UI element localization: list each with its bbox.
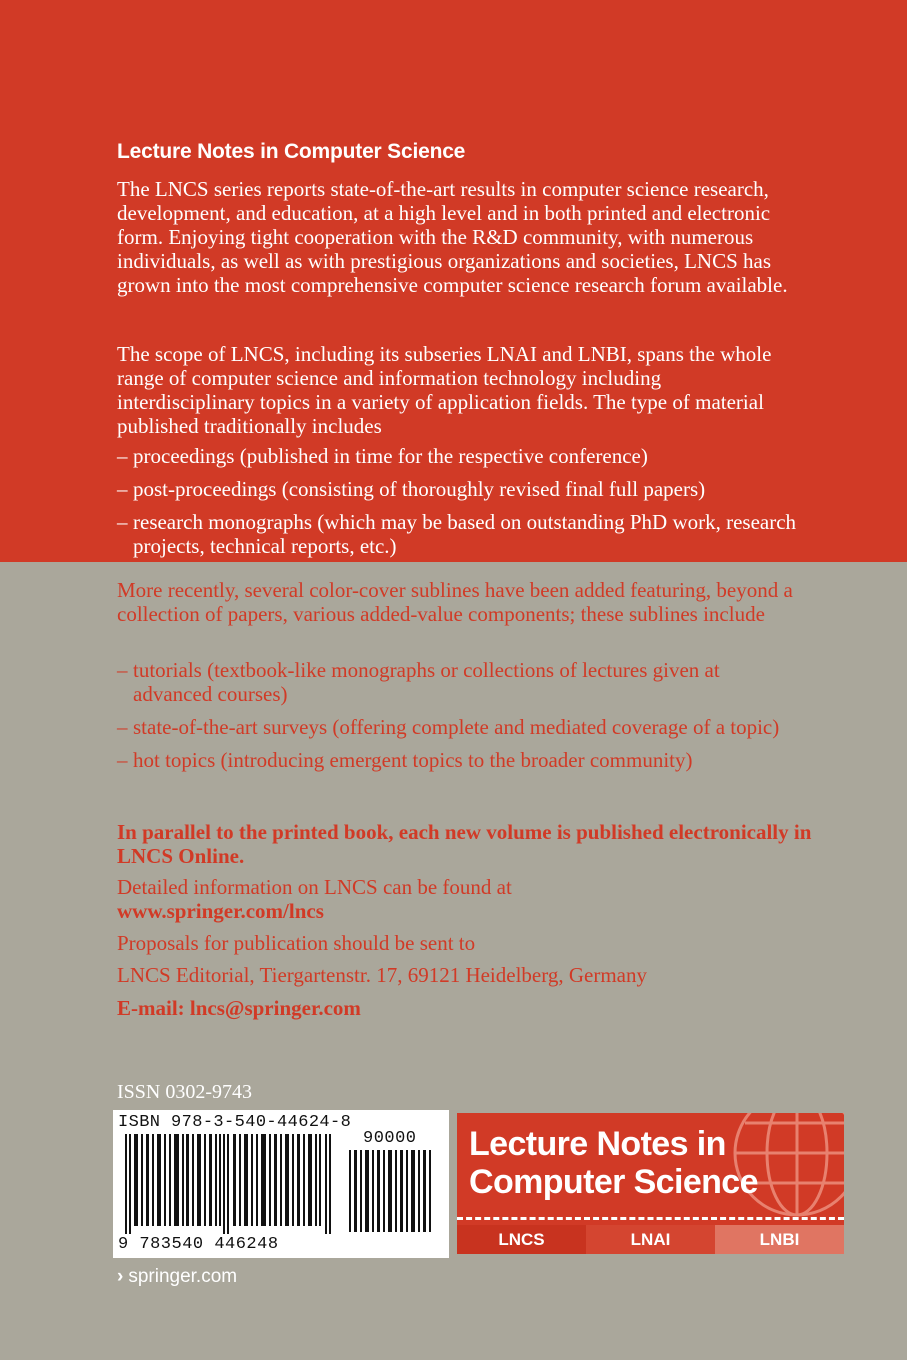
proposals-line: Proposals for publication should be sent to [117, 931, 476, 955]
list-item: – proceedings (published in time for the respective conference) [117, 444, 648, 468]
barcode-addon-bars [347, 1150, 437, 1232]
list-item: – hot topics (introducing emergent topics to the broader community) [117, 748, 693, 772]
isbn-text: ISBN 978-3-540-44624-8 [118, 1113, 352, 1132]
lncs-logo [457, 1113, 844, 1254]
sublines-description: More recently, several color-cover sublines have been added featuring, beyond a collection of papers, various added-value components; these sublines include [117, 578, 793, 626]
dash-bullet: – [117, 510, 128, 534]
series-title: Lecture Notes in Computer Science [117, 140, 466, 163]
info-line: Detailed information on LNCS can be found at [117, 875, 512, 899]
logo-title-line1: Lecture Notes in [469, 1125, 726, 1163]
series-url[interactable]: www.springer.com/lncs [117, 899, 324, 923]
list-item: – research monographs (which may be based on outstanding PhD work, research projects, technical reports, etc.) [117, 510, 797, 558]
publisher-link[interactable] [117, 1266, 237, 1288]
publisher-site: springer.com [128, 1266, 238, 1287]
barcode-addon-text: 90000 [363, 1129, 417, 1148]
editorial-address: LNCS Editorial, Tiergartenstr. 17, 69121 Heidelberg, Germany [117, 963, 647, 987]
sublines-list [117, 658, 797, 781]
barcode [113, 1110, 449, 1258]
dash-bullet: – [117, 748, 128, 772]
logo-divider [457, 1217, 844, 1220]
subline-lnbi: LNBI [715, 1225, 844, 1254]
chevron-right-icon: › [117, 1266, 124, 1287]
email-line[interactable]: E-mail: lncs@springer.com [117, 996, 361, 1020]
scope-description: The scope of LNCS, including its subseries LNAI and LNBI, spans the whole range of computer science and information technology including interdisciplinary topics in a variety of application fields. The type of material published traditionally includes [117, 342, 772, 438]
dash-bullet: – [117, 444, 128, 468]
barcode-bars [119, 1134, 339, 1234]
dash-bullet: – [117, 477, 128, 501]
list-item: – state-of-the-art surveys (offering complete and mediated coverage of a topic) [117, 715, 780, 739]
subline-lnai: LNAI [586, 1225, 715, 1254]
list-item: – tutorials (textbook-like monographs or collections of lectures given at advanced courses) [117, 658, 720, 706]
issn: ISSN 0302-9743 [117, 1081, 253, 1103]
dash-bullet: – [117, 658, 128, 682]
series-description: The LNCS series reports state-of-the-art results in computer science research, development, and education, at a high level and in both printed and electronic form. Enjoying tight cooperation with the R&D community, with numerous individuals, as well as with prestigious organizations and societies, LNCS has grown into the most comprehensive computer science research forum available. [117, 177, 788, 297]
logo-title-line2: Computer Science [469, 1163, 758, 1201]
list-item: – post-proceedings (consisting of thoroughly revised final full papers) [117, 477, 706, 501]
barcode-digits: 9 783540 446248 [118, 1235, 279, 1254]
dash-bullet: – [117, 715, 128, 739]
subline-lncs: LNCS [457, 1225, 586, 1254]
traditional-material-list [117, 444, 797, 567]
online-note: In parallel to the printed book, each new volume is published electronically in LNCS Online. [117, 820, 812, 868]
